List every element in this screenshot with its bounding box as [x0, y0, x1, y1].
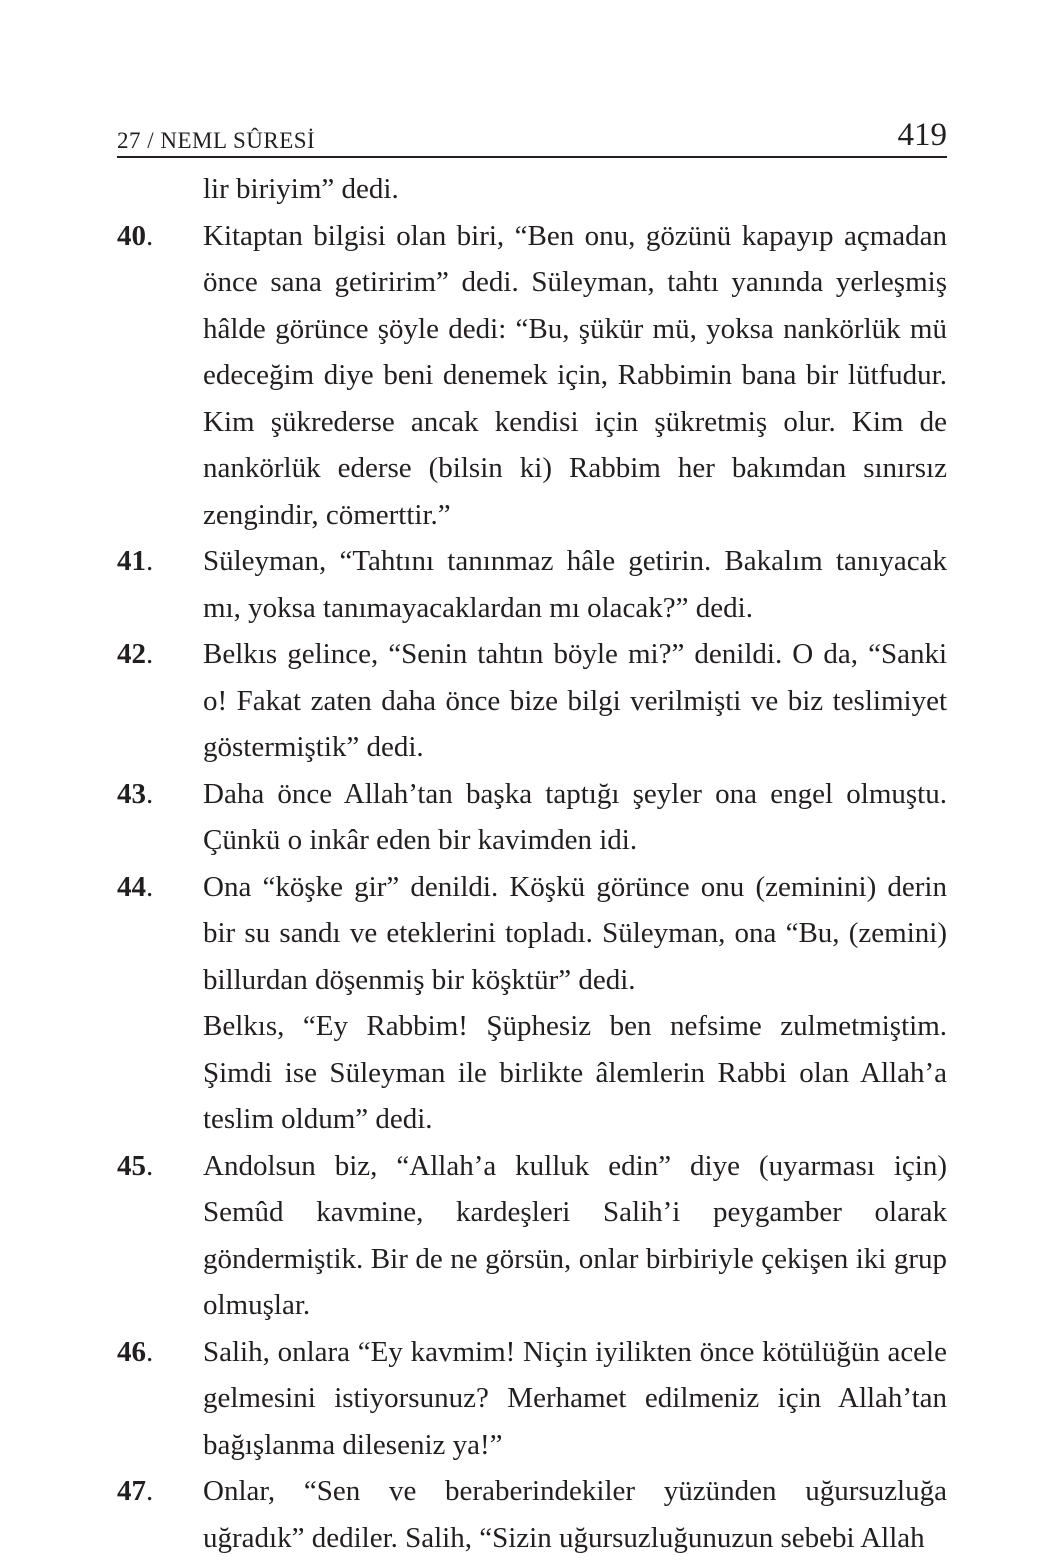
verse-text	[203, 538, 947, 631]
verse-46	[117, 1329, 947, 1469]
verse-45	[117, 1143, 947, 1329]
verse-number: 40.	[117, 219, 154, 252]
verse-42	[117, 631, 947, 771]
verse-41	[117, 538, 947, 631]
verse-text	[203, 1329, 947, 1469]
verse-paragraph: Onlar, “Sen ve beraberindekiler yüzünden uğursuzluğa uğradık” dediler. Salih, “Sizin uğursuzluğunuzun sebebi Allah	[203, 1475, 947, 1554]
verse-number: 47.	[117, 1475, 154, 1507]
verse-text	[203, 1468, 947, 1561]
verse-paragraph: Ona “köşke gir” denildi. Köşkü görünce onu (zeminini) derin bir su sandı ve eteklerini topladı. Süleyman, ona “Bu, (zemini) billurdan döşenmiş bir köşktür” dedi.	[203, 870, 947, 996]
verse-number: 45.	[117, 1149, 154, 1182]
verse-text	[203, 771, 947, 864]
verse-paragraph: Süleyman, “Tahtını tanınmaz hâle getirin. Bakalım tanıyacak mı, yoksa tanımayacaklardan mı olacak?” dedi.	[203, 545, 947, 624]
verse-text	[203, 213, 947, 539]
verse-number: 44.	[117, 870, 154, 903]
verse-43	[117, 771, 947, 864]
verse-text	[203, 1143, 947, 1329]
verse-paragraph: Belkıs gelince, “Senin tahtın böyle mi?” denildi. O da, “Sanki o! Fakat zaten daha önce bize bilgi verilmişti ve biz teslimiyet göstermiştik” dedi.	[203, 638, 947, 763]
running-head: 27 / NEML SÛRESİ	[117, 128, 316, 153]
book-page	[117, 0, 947, 1554]
verse-paragraph: Belkıs, “Ey Rabbim! Şüphesiz ben nefsime zulmetmiştim. Şimdi ise Süleyman ile birlikte âlemlerin Rabbi olan Allah’a teslim oldum” dedi.	[203, 1010, 947, 1135]
verse-47	[117, 1468, 947, 1561]
verse-number: 46.	[117, 1335, 154, 1368]
page-number: 419	[897, 117, 947, 153]
verse-40	[117, 213, 947, 539]
page-header	[117, 112, 947, 158]
verse-number: 43.	[117, 777, 154, 810]
verse-text	[203, 631, 947, 771]
verse-text	[203, 864, 947, 1143]
continuation-text: lir biriyim” dedi.	[203, 173, 399, 205]
verse-paragraph: Andolsun biz, “Allah’a kulluk edin” diye (uyarması için) Semûd kavmine, kardeşleri Salih’i peygamber olarak göndermiştik. Bir de ne görsün, onlar birbiriyle çekişen iki grup olmuşlar.	[203, 1149, 947, 1321]
verse-paragraph: Salih, onlara “Ey kavmim! Niçin iyilikten önce kötülüğün acele gelmesini istiyorsunuz? Merhamet edilmeniz için Allah’tan bağışlanma dileseniz ya!”	[203, 1335, 947, 1461]
verse-number: 42.	[117, 638, 154, 670]
verse-paragraph: Kitaptan bilgisi olan biri, “Ben onu, gözünü kapayıp açmadan önce sana getiririm” dedi. Süleyman, tahtı yanında yerleşmiş hâlde görünce şöyle dedi: “Bu, şükür mü, yoksa nankörlük mü edeceğim diye beni denemek için, Rabbimin bana bir lütfudur. Kim şükrederse ancak kendisi için şükretmiş olur. Kim de nankörlük ederse (bilsin ki) Rabbim her bakımdan sınırsız zengindir, cömerttir.”	[203, 219, 947, 531]
verse-number: 41.	[117, 545, 154, 577]
verse-44	[117, 864, 947, 1143]
page-body	[117, 166, 947, 1561]
verse-paragraph: Daha önce Allah’tan başka taptığı şeyler ona engel olmuştu. Çünkü o inkâr eden bir kavimden idi.	[203, 777, 947, 856]
